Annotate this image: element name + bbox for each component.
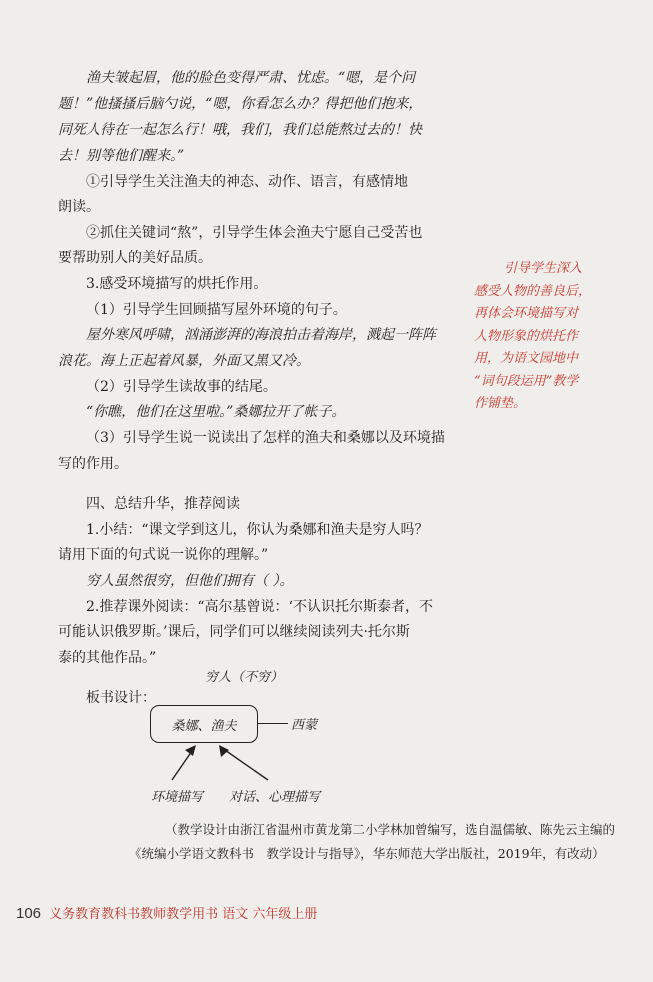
arrow-head-right	[219, 745, 229, 757]
sentence-pattern: 穷人虽然很穷，但他们拥有（ ）。	[86, 573, 294, 589]
board-box: 桑娜、渔夫	[150, 705, 258, 743]
citation-line: （教学设计由浙江省温州市黄龙第二小学林加曾编写，选自温儒敏、陈先云主编的	[165, 822, 616, 837]
recommend-line: 可能认识俄罗斯。’课后，同学们可以继续阅读列夫·托尔斯	[58, 624, 410, 640]
guide-2-line: ②抓住关键词“熬”，引导学生体会渔夫宁愿自己受苦也	[86, 225, 423, 241]
quote-line: 渔夫皱起眉，他的脸色变得严肃、忧虑。“嗯，是个问	[86, 70, 416, 86]
margin-note-line: “词句段运用”教学	[474, 373, 579, 389]
margin-note-line: 人物形象的烘托作	[474, 328, 579, 344]
env-quote-line: 浪花。海上正起着风暴，外面又黑又冷。	[58, 353, 310, 369]
page-footer	[16, 903, 317, 922]
arrow-line-right	[222, 748, 268, 780]
margin-note-line: 用，为语文园地中	[474, 351, 579, 366]
arrow-head-left	[185, 745, 196, 756]
page-number: 106	[16, 905, 42, 922]
citation-line: 《统编小学语文教科书 教学设计与指导》，华东师范大学出版社，2019年，有改动）	[129, 846, 605, 861]
book-title: 义务教育教科书教师教学用书 语文 六年级上册	[49, 907, 318, 922]
item-3-3-line: （3）引导学生说一说读出了怎样的渔夫和桑娜以及环境描	[86, 430, 445, 446]
margin-note-line: 引导学生深入	[504, 261, 583, 276]
recommend-line: 泰的其他作品。”	[58, 650, 157, 666]
board-label-right: 对话、心理描写	[229, 790, 321, 805]
board-title: 穷人（不穷）	[205, 670, 284, 685]
quote-line: 去！别等他们醒来。”	[58, 148, 185, 164]
margin-note-line: 作铺垫。	[474, 396, 527, 411]
quote-line: 题！”他搔搔后脑勺说，“嗯，你看怎么办？得把他们抱来，	[58, 96, 423, 112]
summary-line: 1.小结：“课文学到这儿，你认为桑娜和渔夫是穷人吗？	[86, 522, 429, 538]
summary-line: 请用下面的句式说一说你的理解。”	[58, 547, 269, 563]
margin-note-line: 再体会环境描写对	[474, 306, 579, 321]
board-label-left: 环境描写	[151, 790, 204, 805]
section-4-title: 四、总结升华，推荐阅读	[86, 496, 240, 512]
quote-line: 同死人待在一起怎么行！哦，我们，我们总能熬过去的！快	[58, 122, 422, 138]
board-right-label: 西蒙	[291, 718, 318, 733]
board-heading: 板书设计：	[86, 690, 156, 706]
guide-1-line: ①引导学生关注渔夫的神态、动作、语言，有感情地	[86, 174, 408, 190]
item-3-2: （2）引导学生读故事的结尾。	[86, 379, 277, 395]
recommend-line: 2.推荐课外阅读：“高尔基曾说：‘不认识托尔斯泰者，不	[86, 599, 433, 615]
item-3-1: （1）引导学生回顾描写屋外环境的句子。	[86, 302, 347, 318]
item-3-3-line: 写的作用。	[58, 456, 128, 472]
margin-note-line: 感受人物的善良后，	[474, 283, 592, 299]
ending-quote: “你瞧，他们在这里啦。”桑娜拉开了帐子。	[86, 404, 346, 420]
item-3-title: 3.感受环境描写的烘托作用。	[86, 276, 268, 292]
env-quote-line: 屋外寒风呼啸，汹涌澎湃的海浪拍击着海岸，溅起一阵阵	[86, 327, 436, 343]
guide-2-line: 要帮助别人的美好品质。	[58, 250, 212, 266]
guide-1-line: 朗读。	[58, 199, 100, 215]
